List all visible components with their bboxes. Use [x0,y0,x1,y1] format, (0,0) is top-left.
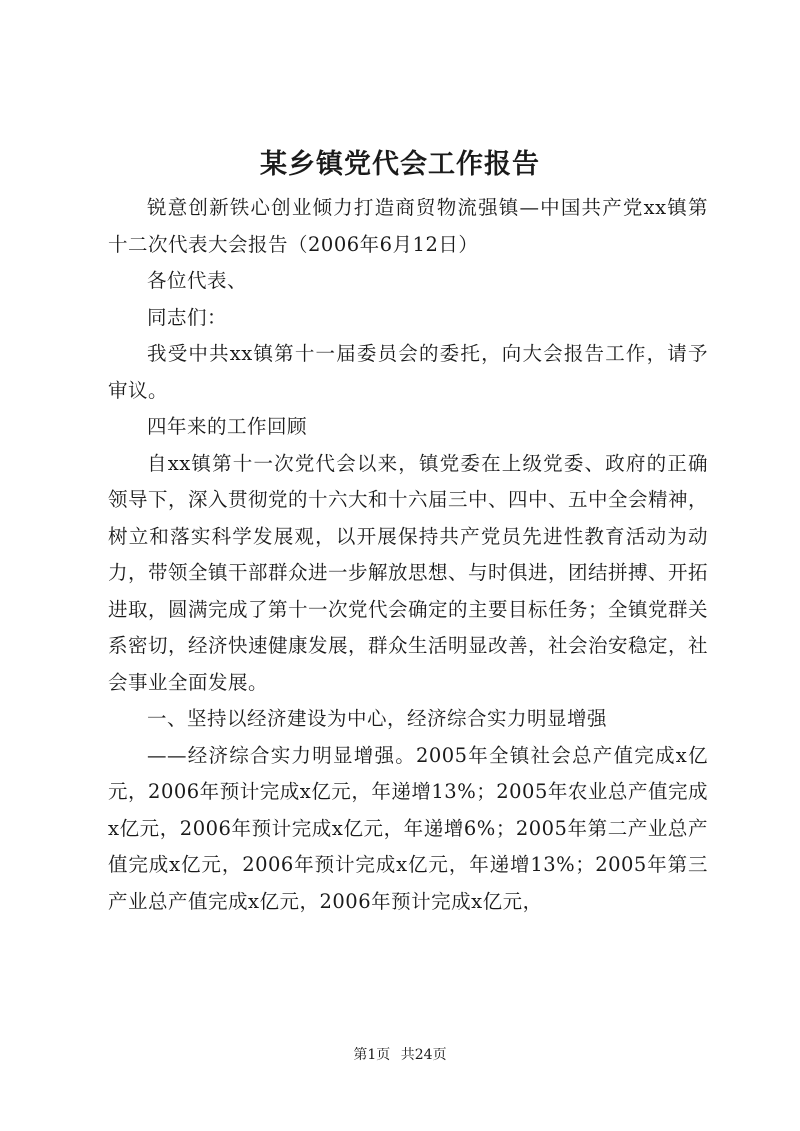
page-number: 第1页 [353,1047,391,1063]
paragraph-opening: 我受中共xx镇第十一届委员会的委托，向大会报告工作，请予审议。 [108,342,708,402]
paragraph-salutation-comrades: 同志们： [147,305,228,329]
paragraph-subtitle: 锐意创新铁心创业倾力打造商贸物流强镇—中国共产党xx镇第十二次代表大会报告（2006年6月12日） [108,196,708,256]
document-title: 某乡镇党代会工作报告 [260,149,540,180]
document-body [108,190,708,920]
section-heading-economy: 一、坚持以经济建设为中心，经济综合实力明显增强 [147,707,608,730]
paragraph-economy: ——经济综合实力明显增强。2005年全镇社会总产值完成x亿元，2006年预计完成x亿元，年递增13%；2005年农业总产值完成x亿元，2006年预计完成x亿元，年递增6%；2005年第二产业总产值完成x亿元，2006年预计完成x亿元，年递增13%；2005年第三产业总产值完成x亿元，2006年预计完成x亿元， [108,743,708,913]
page-footer [0,1044,800,1064]
paragraph-review: 自xx镇第十一次党代会以来，镇党委在上级党委、政府的正确领导下，深入贯彻党的十六大和十六届三中、四中、五中全会精神，树立和落实科学发展观，以开展保持共产党员先进性教育活动为动力，带领全镇干部群众进一步解放思想、与时俱进，团结拼搏、开拓进取，圆满完成了第十一次党代会确定的主要目标任务；全镇党群关系密切，经济快速健康发展，群众生活明显改善，社会治安稳定，社会事业全面发展。 [108,451,709,694]
paragraph-salutation-delegates: 各位代表、 [147,269,248,292]
section-heading-review: 四年来的工作回顾 [147,415,308,438]
page-total: 共24页 [400,1047,447,1063]
